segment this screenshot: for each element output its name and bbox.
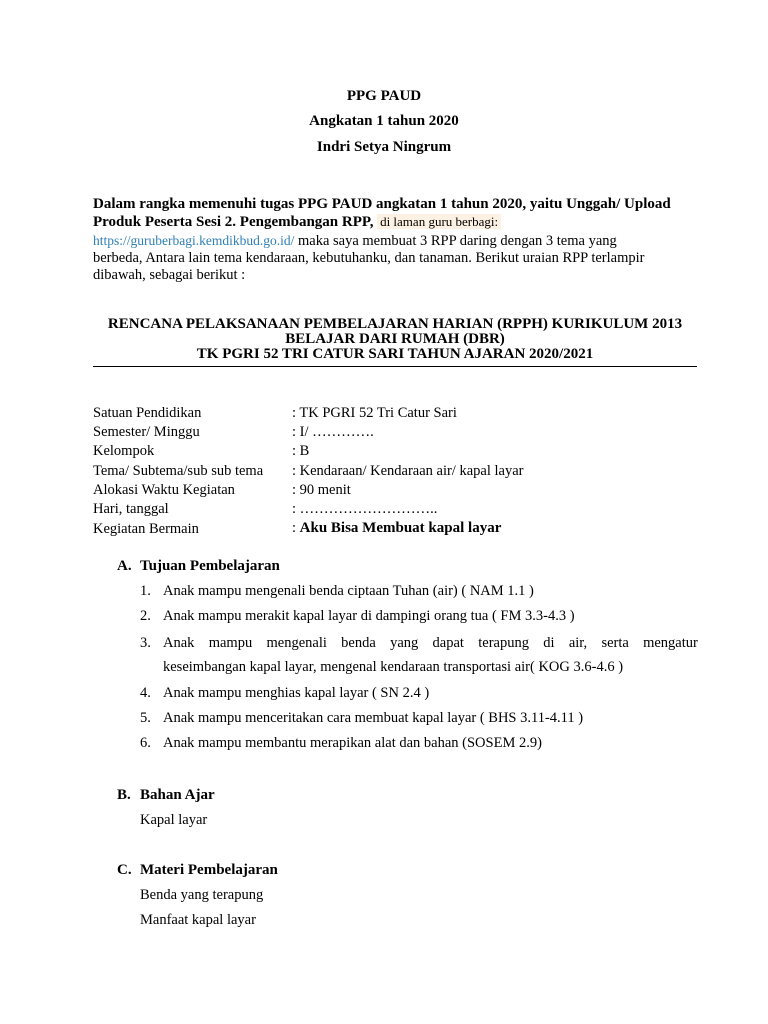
materi-item: Manfaat kapal layar	[140, 912, 256, 928]
justified-word: di	[543, 635, 555, 651]
intro-bold-text: Produk Peserta Sesi 2. Pengembangan RPP	[93, 214, 370, 230]
doc-header-author: Indri Setya Ningrum	[316, 139, 452, 155]
intro-paragraph	[93, 196, 698, 284]
info-label-alokasi: Alokasi Waktu Kegiatan	[93, 482, 235, 498]
info-label-hari: Hari, tanggal	[93, 501, 169, 517]
list-number: 4.	[140, 685, 151, 701]
list-number: 1.	[140, 583, 151, 599]
info-value-kegiatan	[292, 520, 501, 537]
rpph-title-line-2: BELAJAR DARI RUMAH (DBR)	[285, 331, 505, 347]
list-item: Anak mampu mengenali benda ciptaan Tuhan (air) ( NAM 1.1 )	[163, 583, 534, 599]
title-divider	[93, 366, 697, 367]
section-a-title: Tujuan Pembelajaran	[140, 558, 280, 574]
justified-word: mengenali	[266, 635, 327, 651]
justified-word: mengatur	[643, 635, 698, 651]
justified-word: yang	[390, 635, 419, 651]
info-label-semester: Semester/ Minggu	[93, 424, 200, 440]
section-b-letter: B.	[117, 787, 131, 803]
list-number: 2.	[140, 608, 151, 624]
list-item: Anak mampu merakit kapal layar di dampingi orang tua ( FM 3.3-4.3 )	[163, 608, 575, 624]
info-value-semester: : I/ ………….	[292, 424, 374, 440]
rpph-title-line-1: RENCANA PELAKSANAAN PEMBELAJARAN HARIAN (RPPH) KURIKULUM 2013	[107, 316, 683, 332]
materi-item: Benda yang terapung	[140, 887, 264, 903]
info-value-kelompok: : B	[292, 443, 310, 459]
info-value-satuan: : TK PGRI 52 Tri Catur Sari	[292, 405, 457, 421]
info-value-hari: : ………………………..	[292, 501, 438, 517]
list-number: 5.	[140, 710, 151, 726]
info-label-kegiatan: Kegiatan Bermain	[93, 521, 199, 537]
intro-after-link: maka saya membuat 3 RPP daring dengan 3 tema yang	[294, 233, 617, 249]
info-label-satuan: Satuan Pendidikan	[93, 405, 202, 421]
doc-header-angkatan: Angkatan 1 tahun 2020	[309, 113, 459, 129]
list-item: Anak mampu membantu merapikan alat dan bahan (SOSEM 2.9)	[163, 735, 542, 751]
justified-word: Anak	[163, 635, 195, 651]
section-c-title: Materi Pembelajaran	[140, 862, 278, 878]
info-value-kegiatan-bold: Aku Bisa Membuat kapal layar	[299, 520, 502, 536]
justified-word: dapat	[432, 635, 464, 651]
justified-word: benda	[341, 635, 376, 651]
intro-line-2	[93, 213, 698, 231]
info-label-tema: Tema/ Subtema/sub sub tema	[93, 463, 264, 479]
justified-word: mampu	[208, 635, 253, 651]
rpph-title-line-3: TK PGRI 52 TRI CATUR SARI TAHUN AJARAN 2020/2021	[196, 346, 594, 362]
doc-header-ppg: PPG PAUD	[346, 88, 422, 104]
justified-word: serta	[601, 635, 629, 651]
section-c-letter: C.	[117, 862, 132, 878]
justified-word: terapung	[478, 635, 529, 651]
info-value-kegiatan-prefix: :	[292, 520, 300, 536]
list-number: 3.	[140, 635, 151, 651]
bahan-ajar-item: Kapal layar	[140, 812, 208, 828]
info-value-alokasi: : 90 menit	[292, 482, 351, 498]
list-item: Anak mampu menghias kapal layar ( SN 2.4 )	[163, 685, 430, 701]
highlighted-text: di laman guru berbagi:	[377, 214, 501, 229]
list-number: 6.	[140, 735, 151, 751]
justified-word: air,	[568, 635, 588, 651]
info-value-tema: : Kendaraan/ Kendaraan air/ kapal layar	[292, 463, 524, 479]
intro-comma: ,	[369, 214, 374, 230]
section-b-title: Bahan Ajar	[140, 787, 215, 803]
list-item: Anak mampu menceritakan cara membuat kapal layar ( BHS 3.11-4.11 )	[163, 710, 584, 726]
list-item-continuation: keseimbangan kapal layar, mengenal kendaraan transportasi air( KOG 3.6-4.6 )	[163, 659, 624, 675]
intro-line-3	[93, 232, 698, 250]
info-label-kelompok: Kelompok	[93, 443, 155, 459]
intro-line-4: berbeda, Antara lain tema kendaraan, kebutuhanku, dan tanaman. Berikut uraian RPP terlampir	[93, 250, 645, 266]
section-a-letter: A.	[117, 558, 132, 574]
intro-line-5: dibawah, sebagai berikut :	[93, 267, 246, 283]
list-item-justified	[163, 635, 698, 652]
guruberbagi-link[interactable]: https://guruberbagi.kemdikbud.go.id/	[93, 233, 295, 248]
intro-line-1: Dalam rangka memenuhi tugas PPG PAUD angkatan 1 tahun 2020, yaitu Unggah/ Upload	[93, 196, 671, 212]
